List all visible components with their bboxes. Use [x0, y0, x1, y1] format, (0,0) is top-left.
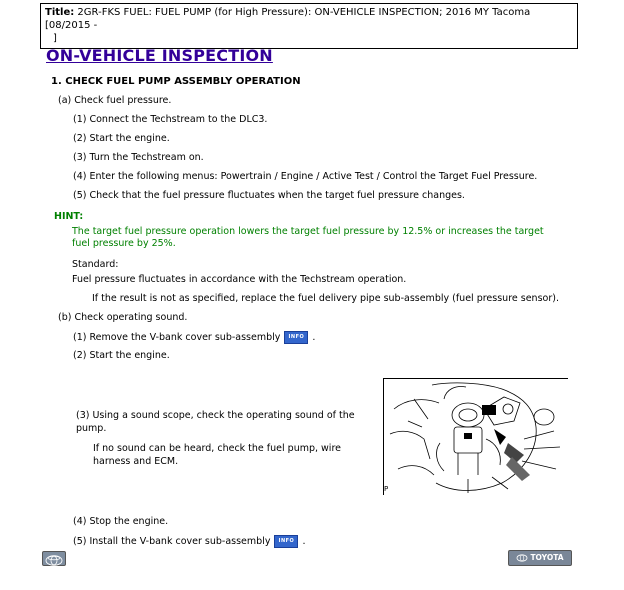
toyota-brand-label: TOYOTA	[530, 553, 564, 562]
substep-b-item-1-period: .	[312, 332, 316, 343]
substep-b-item-2: (2) Start the engine.	[73, 350, 170, 361]
info-button-remove-cover[interactable]: INFO	[284, 331, 308, 344]
substep-a-item-5: (5) Check that the fuel pressure fluctuates when the target fuel pressure changes.	[73, 190, 465, 201]
substep-b-item-4: (4) Stop the engine.	[73, 516, 169, 527]
document-title-box	[40, 3, 578, 49]
fuel-pump-illustration	[383, 378, 568, 495]
substep-a-item-1: (1) Connect the Techstream to the DLC3.	[73, 114, 268, 125]
info-button-install-cover[interactable]: INFO	[274, 535, 298, 548]
title-continuation: ]	[53, 33, 57, 44]
standard-label: Standard:	[72, 259, 119, 270]
substep-a-item-3: (3) Turn the Techstream on.	[73, 152, 204, 163]
substep-b-item-5	[73, 535, 305, 548]
toyota-brand-button[interactable]	[508, 550, 572, 566]
toyota-logo-button[interactable]	[42, 551, 66, 566]
substep-b-item-5-text: (5) Install the V-bank cover sub-assembly	[73, 536, 271, 547]
substep-b-item-1-text: (1) Remove the V-bank cover sub-assembly	[73, 332, 281, 343]
hint-text: The target fuel pressure operation lowers the target fuel pressure by 12.5% or increases the target fuel pressure by 25%.	[72, 226, 544, 249]
step-heading: 1. CHECK FUEL PUMP ASSEMBLY OPERATION	[51, 76, 301, 87]
substep-b-item-1	[73, 331, 315, 344]
result-text: If the result is not as specified, replace the fuel delivery pipe sub-assembly (fuel pressure sensor).	[92, 293, 559, 304]
hint-label: HINT:	[54, 211, 84, 222]
substep-a-item-2: (2) Start the engine.	[73, 133, 170, 144]
title-text: 2GR-FKS FUEL: FUEL PUMP (for High Pressure): ON-VEHICLE INSPECTION; 2016 MY Tacoma [08/2015 -	[45, 7, 531, 31]
substep-b-item-5-period: .	[302, 536, 306, 547]
substep-b-item-3: (3) Using a sound scope, check the operating sound of the pump.	[76, 410, 355, 434]
engine-diagram-icon	[384, 379, 568, 495]
substep-b-label: (b) Check operating sound.	[58, 312, 188, 323]
substep-a-label: (a) Check fuel pressure.	[58, 95, 172, 106]
substep-a-item-4: (4) Enter the following menus: Powertrain / Engine / Active Test / Control the Target Fuel Pressure.	[73, 171, 538, 182]
standard-text: Fuel pressure fluctuates in accordance with the Techstream operation.	[72, 274, 407, 285]
substep-b-item-3-note: If no sound can be heard, check the fuel pump, wire harness and ECM.	[93, 443, 341, 467]
figure-label: P	[384, 485, 389, 493]
toyota-emblem-small-icon	[516, 554, 528, 562]
section-title: ON-VEHICLE INSPECTION	[46, 46, 273, 65]
title-label: Title:	[45, 7, 75, 18]
toyota-emblem-icon	[43, 554, 65, 567]
